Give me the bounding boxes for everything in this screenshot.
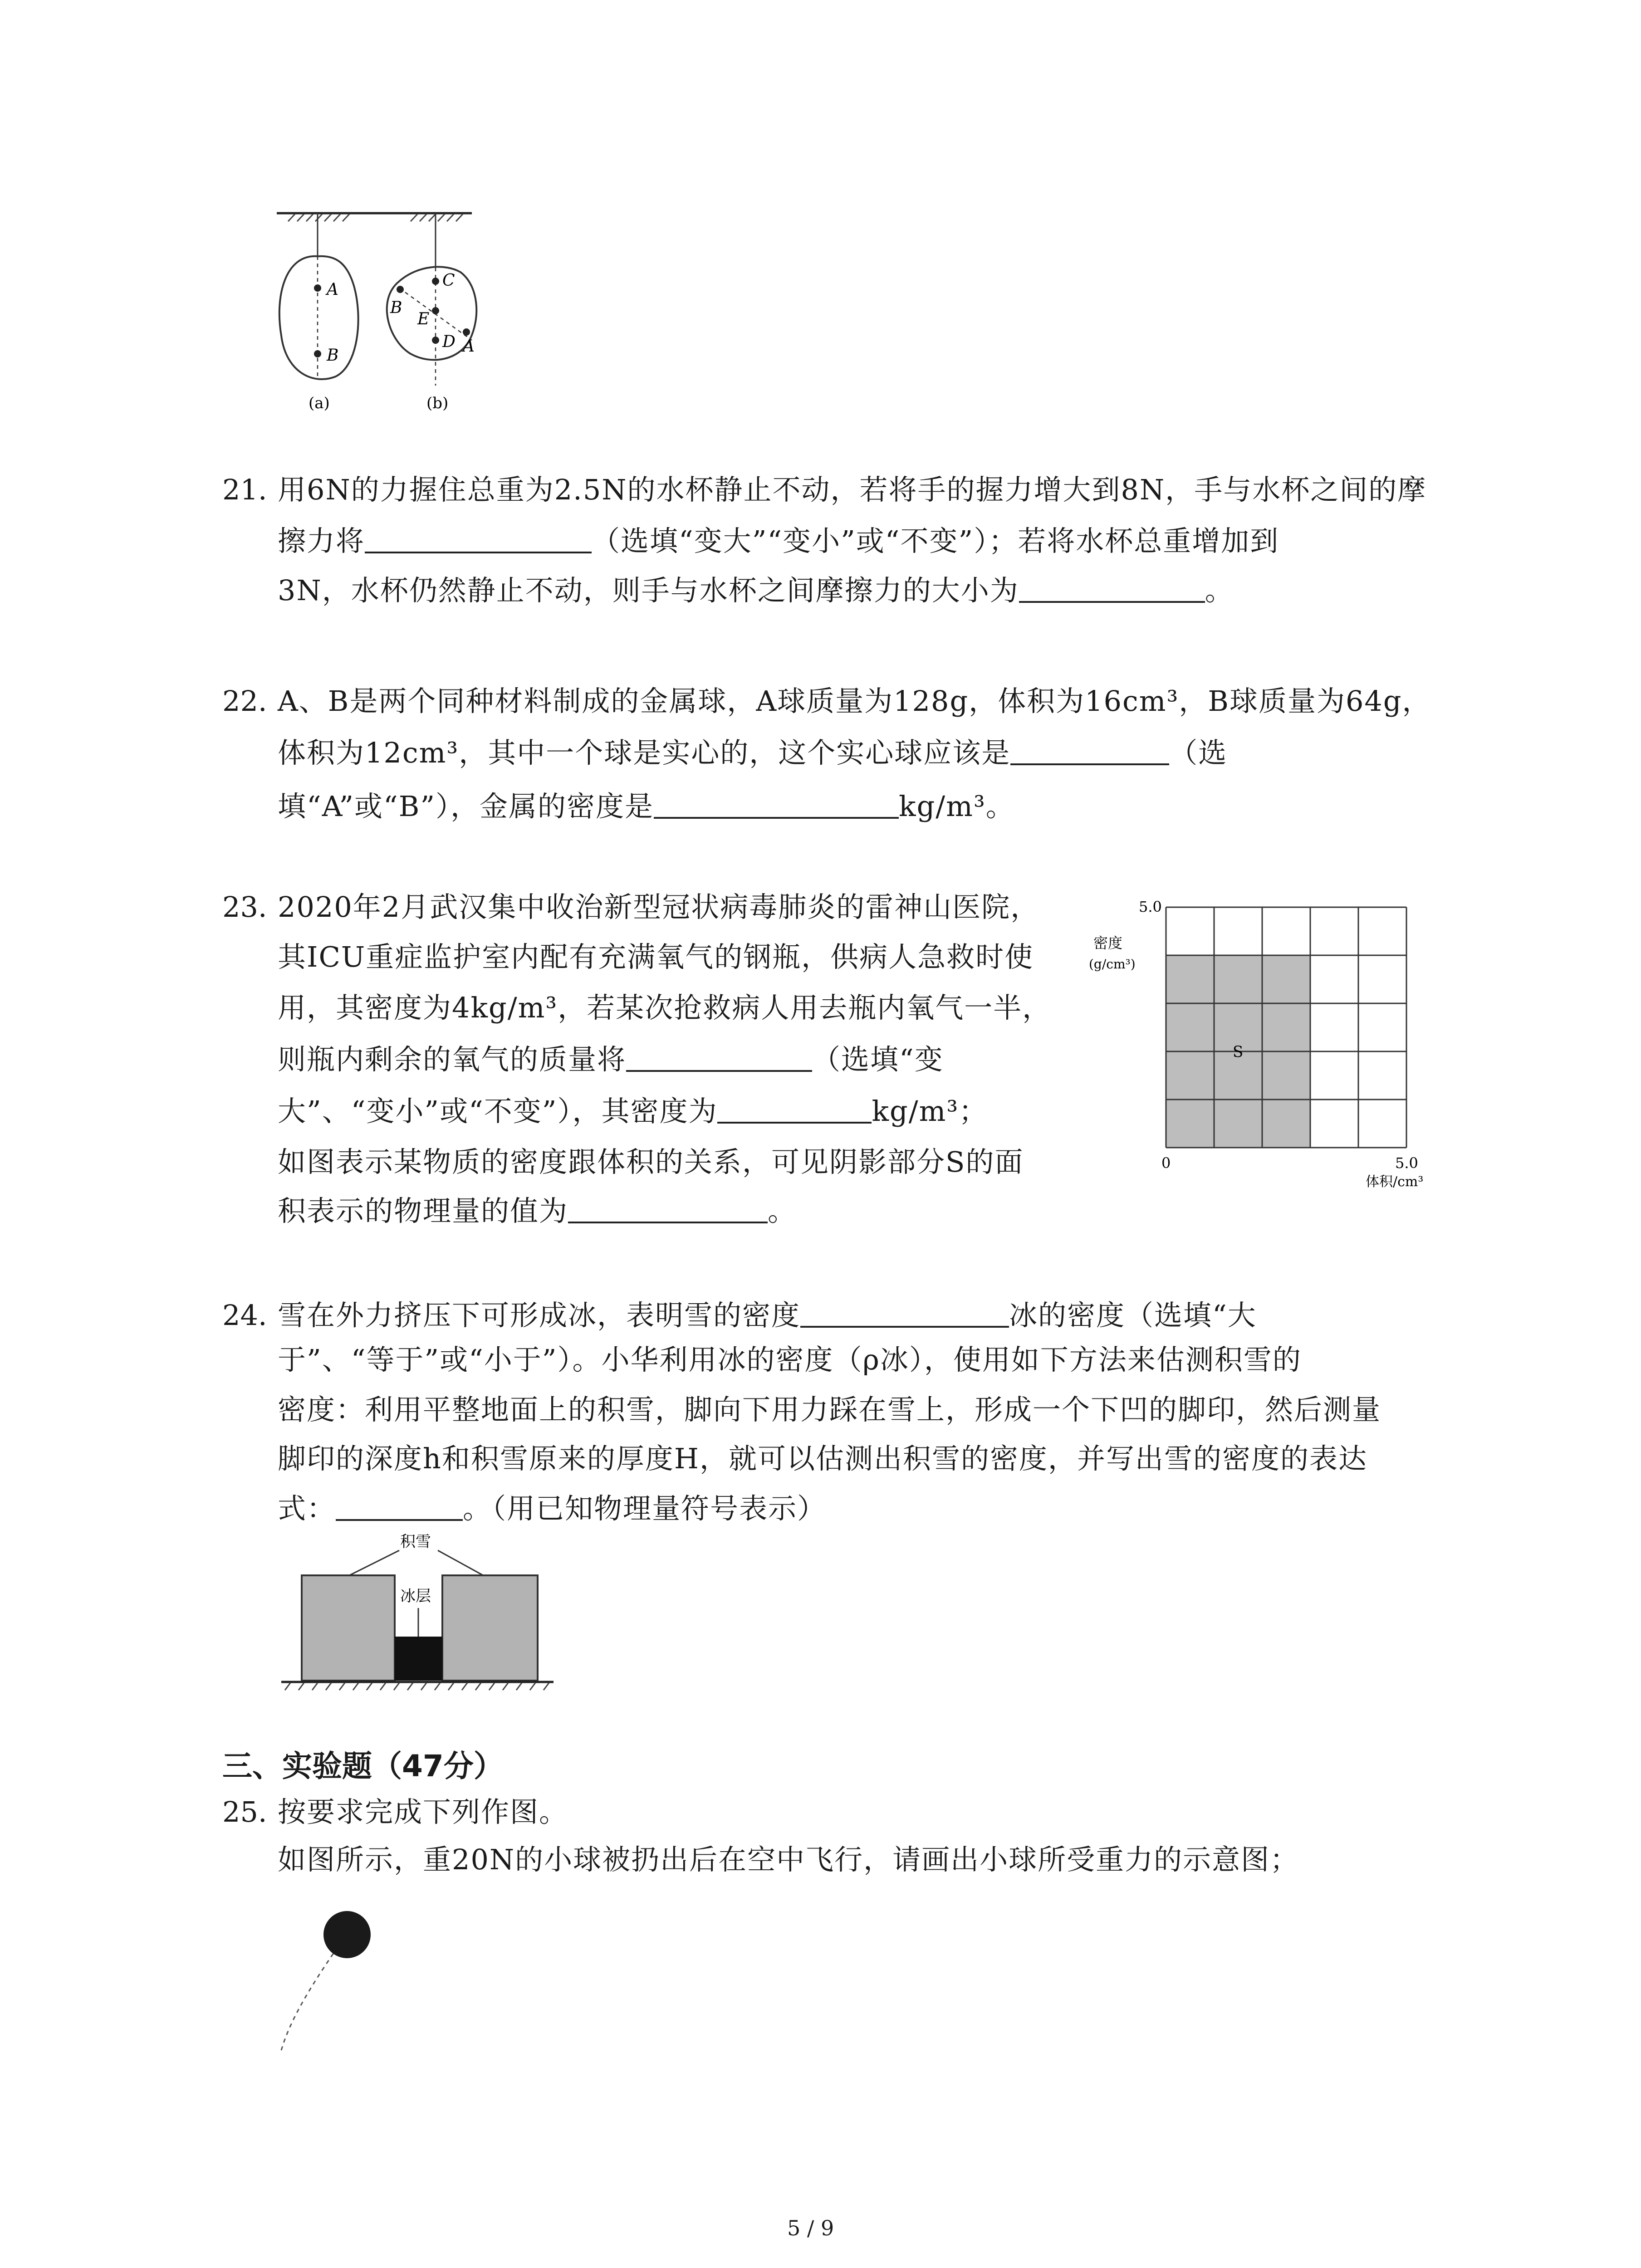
q24-blank2[interactable] xyxy=(336,1492,463,1521)
shaded-region-label: S xyxy=(1233,1043,1244,1061)
ball-trajectory-figure xyxy=(272,1905,390,2055)
q24-line1: 雪在外力挤压下可形成冰，表明雪的密度 冰的密度（选填“大 xyxy=(278,1299,1257,1332)
x-tick-label: 5.0 xyxy=(1395,1154,1418,1172)
x-tick-label: 0 xyxy=(1161,1154,1171,1172)
q24-line3: 密度：利用平整地面上的积雪，脚向下用力踩在雪上，形成一个下凹的脚印，然后测量 xyxy=(278,1393,1381,1426)
svg-text:D: D xyxy=(442,332,456,351)
q24-blank1[interactable] xyxy=(800,1299,1009,1328)
q23-line6: 如图表示某物质的密度跟体积的关系，可见阴影部分S的面 xyxy=(278,1145,1024,1178)
page-number: 5 / 9 xyxy=(787,2216,834,2240)
q23-blank2[interactable] xyxy=(717,1095,872,1124)
q21-line3: 3N，水杯仍然静止不动，则手与水杯之间摩擦力的大小为 。 xyxy=(278,574,1234,607)
q23-line1: 2020年2月武汉集中收治新型冠状病毒肺炎的雷神山医院， xyxy=(278,890,1040,924)
svg-text:C: C xyxy=(442,271,455,290)
q21-blank2[interactable] xyxy=(1019,574,1205,603)
svg-text:B: B xyxy=(390,298,402,317)
q23-line7: 积表示的物理量的值为 。 xyxy=(278,1194,797,1227)
q22-blank1[interactable] xyxy=(1010,736,1169,765)
svg-text:A: A xyxy=(463,337,475,356)
q22-line1: A、B是两个同种材料制成的金属球，A球质量为128g，体积为16cm³，B球质量为64g， xyxy=(278,684,1431,718)
snow-label: 积雪 xyxy=(400,1533,431,1551)
q23-line3: 用，其密度为4kg/m³，若某次抢救病人用去瓶内氧气一半， xyxy=(278,991,1052,1024)
point-b-label: B xyxy=(327,346,339,365)
q22-line2: 体积为12cm³，其中一个球是实心的，这个实心球应该是 （选 xyxy=(278,736,1228,769)
q23-blank1[interactable] xyxy=(626,1043,812,1072)
q25-number: 25. xyxy=(222,1795,267,1828)
q24-number: 24. xyxy=(222,1299,267,1332)
q24-line4: 脚印的深度h和积雪原来的厚度H，就可以估测出积雪的密度，并写出雪的密度的表达 xyxy=(278,1442,1367,1475)
q23-number: 23. xyxy=(222,890,267,924)
ball xyxy=(323,1911,371,1958)
q23-line2: 其ICU重症监护室内配有充满氧气的钢瓶，供病人急救时使 xyxy=(278,940,1034,973)
section-3-title: 三、实验题（47分） xyxy=(222,1749,504,1784)
y-tick-label: 5.0 xyxy=(1139,898,1162,915)
q21-blank1[interactable] xyxy=(365,524,592,553)
q23-blank3[interactable] xyxy=(568,1194,768,1223)
density-volume-chart xyxy=(1089,880,1465,1198)
q21-line1: 用6N的力握住总重为2.5N的水杯静止不动，若将手的握力增大到8N，手与水杯之间的摩 xyxy=(278,473,1427,506)
y-axis-unit: (g/cm³) xyxy=(1089,957,1136,972)
q21-number: 21. xyxy=(222,473,267,506)
label-b: (b) xyxy=(426,394,449,412)
snow-footprint-figure xyxy=(281,1533,572,1696)
q21-line2: 擦力将 （选填“变大”“变小”或“不变”）；若将水杯总重增加到 xyxy=(278,524,1279,557)
q22-number: 22. xyxy=(222,684,267,718)
q24-line5: 式： 。（用已知物理量符号表示） xyxy=(278,1492,827,1525)
x-axis-label: 体积/cm³ xyxy=(1366,1174,1424,1190)
q25-line2: 如图所示，重20N的小球被扔出后在空中飞行，请画出小球所受重力的示意图； xyxy=(278,1843,1299,1876)
svg-text:E: E xyxy=(417,310,430,328)
label-a: (a) xyxy=(309,394,330,412)
q23-line4: 则瓶内剩余的氧气的质量将 （选填“变 xyxy=(278,1043,944,1076)
q24-line2: 于”、“等于”或“小于”）。小华利用冰的密度（ρ冰），使用如下方法来估测积雪的 xyxy=(278,1343,1302,1376)
suspension-figure xyxy=(268,204,481,422)
q22-blank2[interactable] xyxy=(654,790,899,819)
ice-label: 冰层 xyxy=(400,1587,431,1605)
q25-line1: 按要求完成下列作图。 xyxy=(278,1795,568,1828)
y-axis-label: 密度 xyxy=(1093,934,1123,952)
q23-line5: 大”、“变小”或“不变”），其密度为 kg/m³； xyxy=(278,1095,988,1128)
point-a-label: A xyxy=(327,280,338,299)
q22-line3: 填“A”或“B”），金属的密度是 kg/m³。 xyxy=(278,790,1015,823)
